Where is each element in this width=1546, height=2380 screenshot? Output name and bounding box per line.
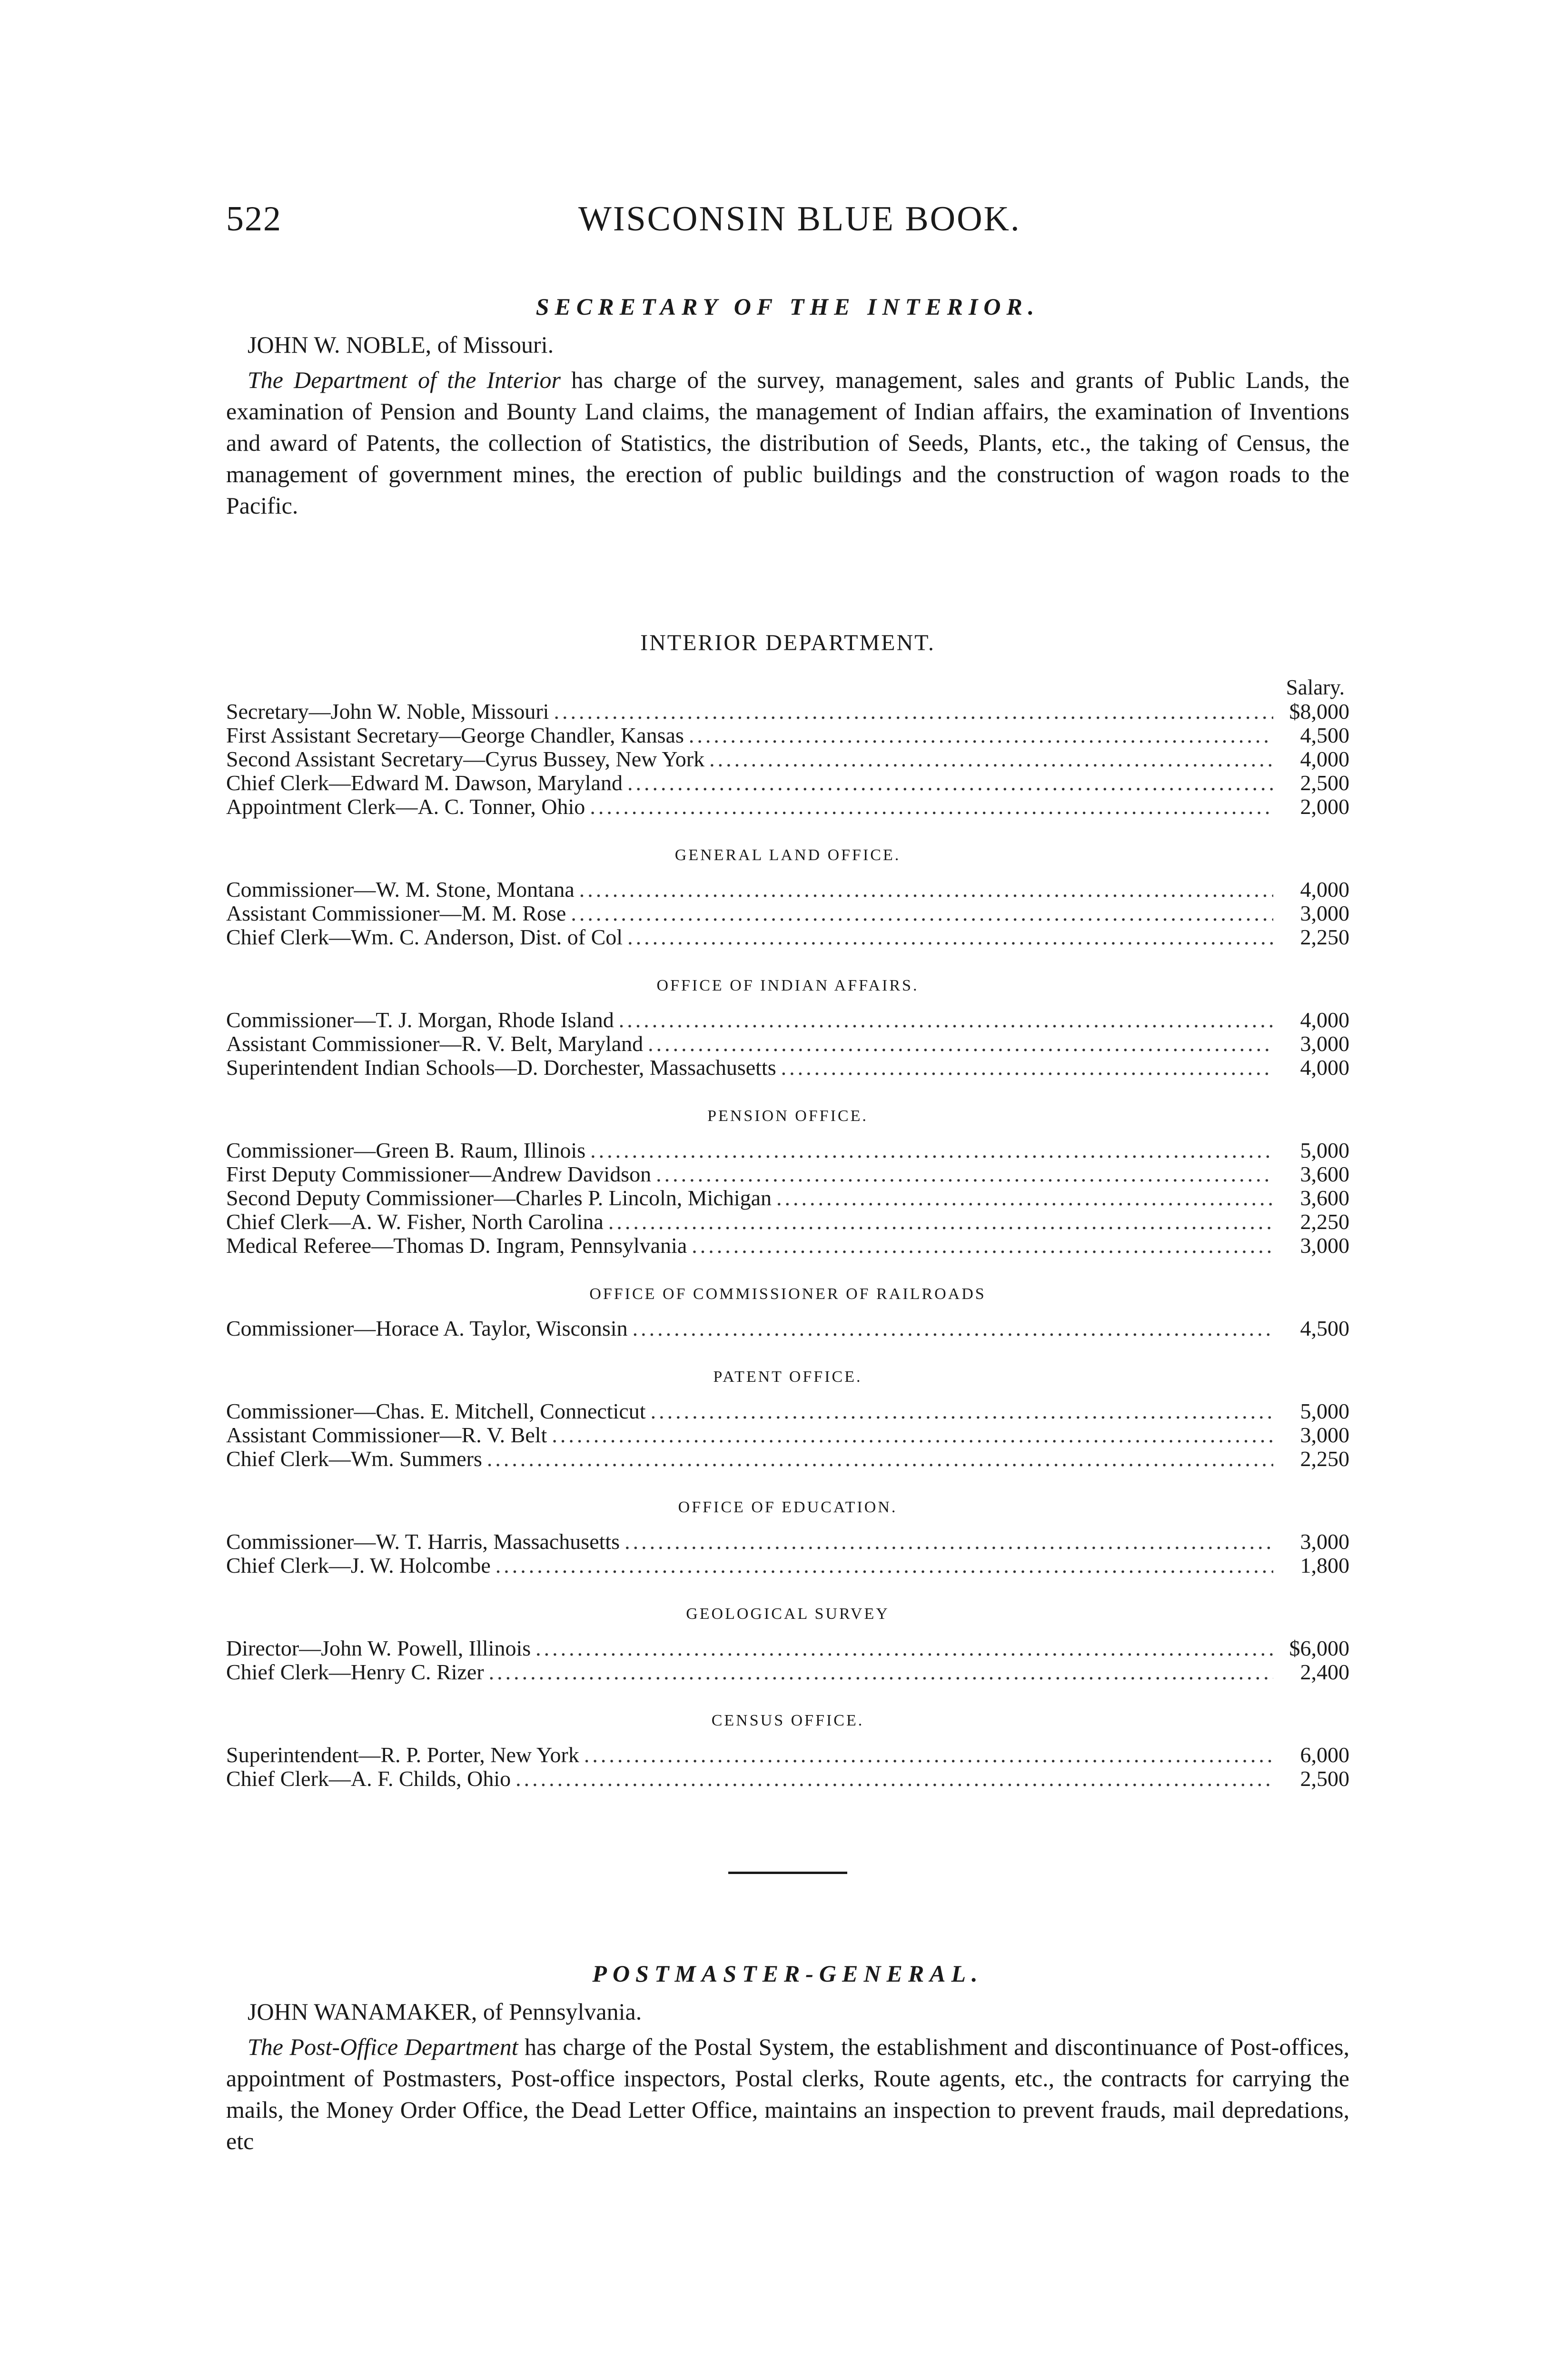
official-name: Director—John W. Powell, Illinois <box>226 1636 531 1660</box>
salary-amount: 3,000 <box>1300 1423 1349 1447</box>
salary-entry <box>226 1447 1349 1471</box>
official-name: Chief Clerk—J. W. Holcombe <box>226 1553 491 1577</box>
dot-leader <box>656 1162 1273 1186</box>
section-divider <box>728 1872 847 1874</box>
salary-entry <box>226 1423 1349 1447</box>
salary-amount: 1,800 <box>1300 1553 1349 1577</box>
salary-entry <box>226 1210 1349 1234</box>
salary-entry <box>226 878 1349 902</box>
official-name: Chief Clerk—Edward M. Dawson, Maryland <box>226 771 623 795</box>
official-name: Chief Clerk—Henry C. Rizer <box>226 1660 484 1684</box>
postmaster-description <box>226 2031 1349 2157</box>
official-name: Appointment Clerk—A. C. Tonner, Ohio <box>226 794 585 819</box>
salary-amount: 4,000 <box>1300 1055 1349 1080</box>
dot-leader <box>584 1743 1273 1767</box>
dot-leader <box>487 1447 1273 1471</box>
official-name: Chief Clerk—A. F. Childs, Ohio <box>226 1766 511 1791</box>
salary-amount: 4,000 <box>1300 747 1349 771</box>
official-name: Assistant Commissioner—R. V. Belt, Maryland <box>226 1031 644 1056</box>
dot-leader <box>648 1032 1273 1056</box>
office-heading: PENSION OFFICE. <box>707 1107 868 1125</box>
postmaster-description-body: has charge of the Postal System, the establishment and discontinuance of Post-offices, appointment of Postmasters, Post-office inspectors, Postal clerks, Route agents, etc., the contracts for carrying the mails, the Money Order Office, the Dead Letter Office, maintains an inspection to prevent frauds, mail depredations, etc <box>226 2033 1349 2154</box>
salary-amount: $8,000 <box>1289 699 1349 724</box>
office-group <box>226 977 1349 1080</box>
official-name: Medical Referee—Thomas D. Ingram, Pennsylvania <box>226 1233 687 1258</box>
salary-amount: 2,250 <box>1300 925 1349 949</box>
salary-amount: 3,000 <box>1300 1233 1349 1258</box>
salary-entry <box>226 1743 1349 1767</box>
dot-leader <box>535 1636 1273 1660</box>
office-group <box>226 1498 1349 1577</box>
salary-entry <box>226 1186 1349 1210</box>
official-name: Commissioner—Chas. E. Mitchell, Connecticut <box>226 1399 646 1423</box>
office-group <box>226 1605 1349 1684</box>
dot-leader <box>552 1423 1273 1447</box>
salary-amount: 4,000 <box>1300 877 1349 902</box>
running-head <box>226 190 1349 243</box>
interior-description <box>226 364 1349 521</box>
salary-entry <box>226 1530 1349 1554</box>
page <box>226 190 1349 2181</box>
dot-leader <box>489 1660 1273 1684</box>
salary-amount: 5,000 <box>1300 1399 1349 1423</box>
dot-leader <box>579 878 1273 902</box>
salary-entry <box>226 925 1349 949</box>
official-name: Chief Clerk—Wm. C. Anderson, Dist. of Col <box>226 925 623 949</box>
office-group <box>226 700 1349 819</box>
salary-amount: 4,500 <box>1300 723 1349 747</box>
dot-leader <box>608 1210 1273 1234</box>
salary-entry <box>226 1056 1349 1080</box>
salary-listing <box>226 700 1349 1791</box>
official-name: First Assistant Secretary—George Chandler, Kansas <box>226 723 684 747</box>
office-group <box>226 1712 1349 1791</box>
salary-amount: 2,500 <box>1300 1766 1349 1791</box>
salary-amount: 3,000 <box>1300 1529 1349 1554</box>
salary-amount: $6,000 <box>1289 1636 1349 1660</box>
dot-leader <box>627 925 1273 949</box>
dot-leader <box>633 1317 1273 1340</box>
dot-leader <box>692 1234 1273 1258</box>
office-heading: OFFICE OF COMMISSIONER OF RAILROADS <box>589 1285 986 1303</box>
salary-entry <box>226 795 1349 819</box>
salary-entry <box>226 700 1349 724</box>
salary-entry <box>226 1636 1349 1660</box>
salary-amount: 2,500 <box>1300 771 1349 795</box>
salary-amount: 4,000 <box>1300 1008 1349 1032</box>
interior-department-title: INTERIOR DEPARTMENT. <box>640 630 935 655</box>
official-name: Superintendent Indian Schools—D. Dorchester, Massachusetts <box>226 1055 776 1080</box>
dot-leader <box>554 700 1273 724</box>
interior-secretary-title: SECRETARY OF THE INTERIOR. <box>535 293 1040 320</box>
salary-amount: 3,600 <box>1300 1186 1349 1210</box>
office-group <box>226 846 1349 949</box>
interior-secretary-name: JOHN W. NOBLE, of Missouri. <box>248 331 554 358</box>
office-group <box>226 1368 1349 1471</box>
salary-entry <box>226 771 1349 795</box>
dot-leader <box>776 1186 1273 1210</box>
dot-leader <box>781 1056 1273 1080</box>
salary-entry <box>226 1399 1349 1423</box>
postmaster-general-title: POSTMASTER-GENERAL. <box>592 1960 983 1987</box>
dot-leader <box>496 1554 1273 1577</box>
salary-amount: 2,400 <box>1300 1660 1349 1684</box>
salary-amount: 3,600 <box>1300 1162 1349 1186</box>
interior-description-lead: The Department of the Interior <box>248 367 561 393</box>
office-heading: GEOLOGICAL SURVEY <box>686 1605 890 1623</box>
salary-entry <box>226 1554 1349 1577</box>
office-heading: OFFICE OF INDIAN AFFAIRS. <box>656 977 919 994</box>
official-name: Chief Clerk—A. W. Fisher, North Carolina <box>226 1210 604 1234</box>
salary-entry <box>226 1660 1349 1684</box>
official-name: Assistant Commissioner—R. V. Belt <box>226 1423 547 1447</box>
salary-entry <box>226 724 1349 747</box>
dot-leader <box>624 1530 1273 1554</box>
salary-amount: 2,250 <box>1300 1447 1349 1471</box>
salary-entry <box>226 1008 1349 1032</box>
official-name: Secretary—John W. Noble, Missouri <box>226 699 549 724</box>
salary-entry <box>226 1767 1349 1791</box>
salary-amount: 3,000 <box>1300 901 1349 925</box>
official-name: Commissioner—Horace A. Taylor, Wisconsin <box>226 1316 628 1340</box>
official-name: Second Assistant Secretary—Cyrus Bussey, New York <box>226 747 705 771</box>
salary-entry <box>226 1317 1349 1340</box>
salary-entry <box>226 1032 1349 1056</box>
official-name: Chief Clerk—Wm. Summers <box>226 1447 482 1471</box>
official-name: Assistant Commissioner—M. M. Rose <box>226 901 566 925</box>
official-name: First Deputy Commissioner—Andrew Davidson <box>226 1162 652 1186</box>
official-name: Commissioner—W. M. Stone, Montana <box>226 877 575 902</box>
official-name: Commissioner—T. J. Morgan, Rhode Island <box>226 1008 614 1032</box>
dot-leader <box>590 1139 1273 1162</box>
office-heading: PATENT OFFICE. <box>713 1368 862 1386</box>
office-heading: CENSUS OFFICE. <box>711 1712 864 1729</box>
official-name: Commissioner—W. T. Harris, Massachusetts <box>226 1529 620 1554</box>
salary-entry <box>226 747 1349 771</box>
dot-leader <box>590 795 1273 819</box>
postmaster-description-lead: The Post-Office Department <box>248 2033 518 2060</box>
dot-leader <box>689 724 1273 747</box>
dot-leader <box>709 747 1273 771</box>
salary-entry <box>226 1234 1349 1258</box>
interior-description-body: has charge of the survey, management, sales and grants of Public Lands, the examination of Pension and Bounty Land claims, the management of Indian affairs, the examination of Inventions and award of Patents, the collection of Statistics, the distribution of Seeds, Plants, etc., the taking of Census, the management of government mines, the erection of public buildings and the construction of wagon roads to the Pacific. <box>226 367 1349 519</box>
office-group <box>226 1107 1349 1258</box>
dot-leader <box>619 1008 1273 1032</box>
salary-column-header: Salary. <box>1286 675 1345 699</box>
salary-amount: 4,500 <box>1300 1316 1349 1340</box>
salary-amount: 6,000 <box>1300 1743 1349 1767</box>
salary-amount: 5,000 <box>1300 1138 1349 1162</box>
official-name: Second Deputy Commissioner—Charles P. Lincoln, Michigan <box>226 1186 772 1210</box>
official-name: Superintendent—R. P. Porter, New York <box>226 1743 579 1767</box>
salary-entry <box>226 1162 1349 1186</box>
dot-leader <box>627 771 1273 795</box>
salary-amount: 2,250 <box>1300 1210 1349 1234</box>
dot-leader <box>571 902 1273 925</box>
dot-leader <box>515 1767 1273 1791</box>
salary-amount: 2,000 <box>1300 794 1349 819</box>
salary-amount: 3,000 <box>1300 1031 1349 1056</box>
official-name: Commissioner—Green B. Raum, Illinois <box>226 1138 586 1162</box>
dot-leader <box>651 1399 1273 1423</box>
salary-entry <box>226 902 1349 925</box>
salary-entry <box>226 1139 1349 1162</box>
page-number: 522 <box>226 199 282 238</box>
book-title: WISCONSIN BLUE BOOK. <box>578 199 1021 238</box>
office-heading: GENERAL LAND OFFICE. <box>674 846 901 864</box>
office-heading: OFFICE OF EDUCATION. <box>678 1498 898 1516</box>
postmaster-general-name: JOHN WANAMAKER, of Pennsylvania. <box>248 1998 642 2025</box>
office-group <box>226 1285 1349 1340</box>
